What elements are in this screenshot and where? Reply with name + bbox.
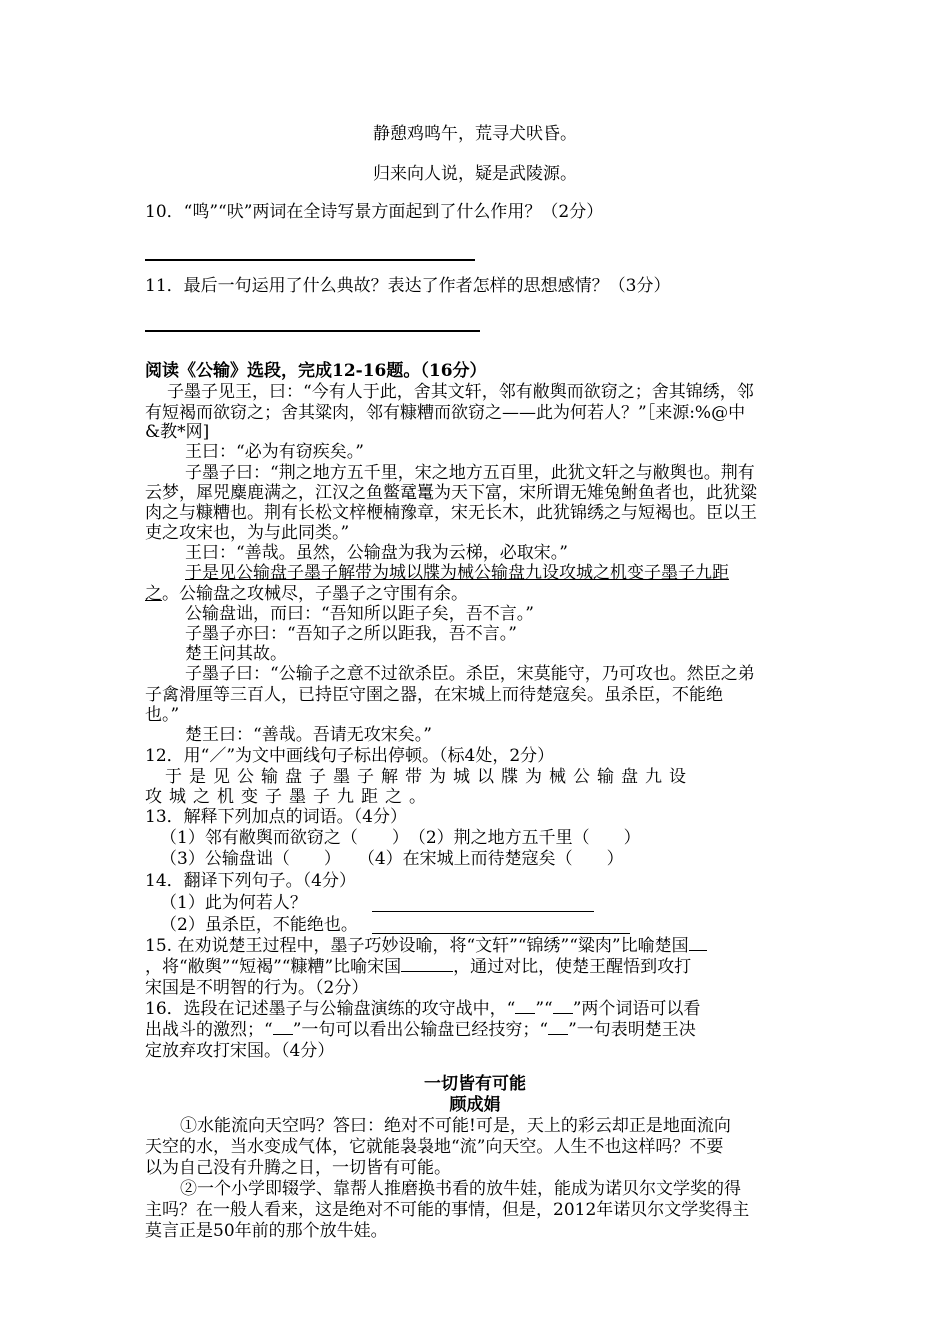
q16-line: 定放弃攻打宋国。（4分） <box>145 1041 335 1061</box>
passage-line: 也。” <box>145 705 180 725</box>
underlined-sentence: 于是见公输盘子墨子解带为城以牒为械公输盘九设攻城之机变子墨子九距 <box>185 563 729 583</box>
essay-line: 主吗？在一般人看来，这是绝对不可能的事情，但是，2012年诺贝尔文学奖得主 <box>145 1200 750 1220</box>
essay-line: 莫言正是50年前的那个放牛娃。 <box>145 1221 388 1241</box>
passage-line: 子墨子曰：“公输子之意不过欲杀臣。杀臣，宋莫能守，乃可攻也。然臣之弟 <box>185 664 755 684</box>
fill-blank <box>689 936 707 951</box>
q15-line: 宋国是不明智的行为。（2分） <box>145 978 369 998</box>
poem-line-2: 归来向人说，疑是武陵源。 <box>373 164 577 184</box>
q16-text: ”一句表明楚王决 <box>568 1020 696 1040</box>
passage-line <box>145 583 468 605</box>
question-12: 12．用“／”为文中画线句子标出停顿。（标4处，2分） <box>145 746 555 766</box>
essay-author: 顾成娟 <box>449 1095 501 1115</box>
passage-line: 有短褐而欲窃之；舍其粱肉，邻有糠糟而欲窃之——此为何若人？”［来源:%@中 <box>145 403 746 423</box>
question-10: 10．“鸣”“吠”两词在全诗写景方面起到了什么作用？（2分） <box>145 202 604 222</box>
q16-text: ”一句可以看出公输盘已经技穷；“ <box>292 1020 549 1040</box>
q14-item: （2）虽杀臣，不能绝也。 <box>160 915 358 935</box>
passage-line: 子墨子亦曰：“吾知子之所以距我，吾不言。” <box>185 624 517 644</box>
underlined-sentence-end: 之 <box>145 584 162 604</box>
essay-line: ①水能流向天空吗？答曰：绝对不可能!可是，天上的彩云却正是地面流向 <box>180 1116 731 1136</box>
passage-line: 子墨子曰：“荆之地方五千里，宋之地方五百里，此犹文轩之与敝舆也。荆有 <box>185 463 755 483</box>
q13-row: （1）邻有敝舆而欲窃之（ ） （2）荆之地方五千里（ ） <box>160 828 641 848</box>
passage-line: 王曰：“善哉。虽然，公输盘为我为云梯，必取宋。” <box>185 543 568 563</box>
q15-text: ，将“敝舆”“短褐”“糠糟”比喻宋国 <box>145 957 402 977</box>
answer-line-14-2 <box>372 933 630 934</box>
q14-item: （1）此为何若人？ <box>160 893 307 913</box>
fill-blank <box>401 957 453 972</box>
q16-line <box>145 1019 696 1041</box>
answer-line-10 <box>145 259 475 261</box>
fill-blank <box>548 1020 568 1035</box>
fill-blank <box>273 1020 293 1035</box>
question-13: 13．解释下列加点的词语。（4分） <box>145 807 407 827</box>
q13-row: （3）公输盘诎（ ） （4）在宋城上而待楚寇矣（ ） <box>160 849 624 869</box>
passage-line: 吏之攻宋也，为与此同类。” <box>145 523 350 543</box>
answer-line-11 <box>145 330 480 332</box>
essay-title: 一切皆有可能 <box>424 1074 526 1094</box>
q15-text: 15. 在劝说楚王过程中，墨子巧妙设喻，将“文轩”“锦绣”“粱肉”比喻楚国 <box>145 936 689 956</box>
poem-line-1: 静憩鸡鸣午，荒寻犬吠昏。 <box>373 124 577 144</box>
passage-text: 。公输盘之攻械尽，子墨子之守围有余。 <box>162 584 468 604</box>
q16-text: ”两个词语可以看 <box>572 999 701 1019</box>
question-11: 11．最后一句运用了什么典故？表达了作者怎样的思想感情？（3分） <box>145 276 671 296</box>
question-15 <box>145 935 707 957</box>
passage-line: 云梦，犀兕麋鹿满之，江汉之鱼鳖鼋鼍为天下富，宋所谓无雉兔鲋鱼者也，此犹粱 <box>145 483 757 503</box>
essay-line: 以为自己没有升腾之日，一切皆有可能。 <box>145 1158 451 1178</box>
essay-line: ②一个小学即辍学、靠帮人推磨换书看的放牛娃，能成为诺贝尔文学奖的得 <box>180 1179 741 1199</box>
passage-line: 楚王曰：“善哉。吾请无攻宋矣。” <box>185 725 432 745</box>
passage-line: 王曰：“必为有窃疾矣。” <box>185 442 364 462</box>
q12-sentence-line: 于是见公输盘子墨子解带为城以牒为械公输盘九设 <box>165 767 693 787</box>
question-14: 14．翻译下列句子。（4分） <box>145 871 356 891</box>
q15-line <box>145 956 691 978</box>
fill-blank <box>515 999 535 1014</box>
passage-line: 公输盘诎，而曰：“吾知所以距子矣，吾不言。” <box>185 604 534 624</box>
q15-text: ，通过对比，使楚王醒悟到攻打 <box>453 957 692 977</box>
passage-line: 楚王问其故。 <box>185 644 287 664</box>
essay-line: 天空的水，当水变成气体，它就能袅袅地“流”向天空。人生不也这样吗？不要 <box>145 1137 724 1157</box>
q16-text: ”“ <box>535 999 553 1019</box>
passage-line: 子禽滑厘等三百人，已持臣守圉之器，在宋城上而待楚寇矣。虽杀臣，不能绝 <box>145 685 723 705</box>
passage-line: 子墨子见王，曰：“今有人于此，舍其文轩，邻有敝舆而欲窃之；舍其锦绣，邻 <box>167 382 754 402</box>
passage-line: &教*网] <box>145 422 210 442</box>
passage-line: 肉之与糠糟也。荆有长松文梓楩楠豫章，宋无长木，此犹锦绣之与短褐也。臣以王 <box>145 503 757 523</box>
q16-text: 出战斗的激烈；“ <box>145 1020 273 1040</box>
fill-blank <box>553 999 573 1014</box>
question-16 <box>145 998 700 1020</box>
q16-text: 16．选段在记述墨子与公输盘演练的攻守战中，“ <box>145 999 516 1019</box>
answer-line-14-1 <box>372 911 594 912</box>
reading-heading: 阅读《公输》选段，完成12-16题。（16分） <box>145 361 487 381</box>
q12-sentence-line: 攻城之机变子墨子九距之。 <box>145 787 433 807</box>
